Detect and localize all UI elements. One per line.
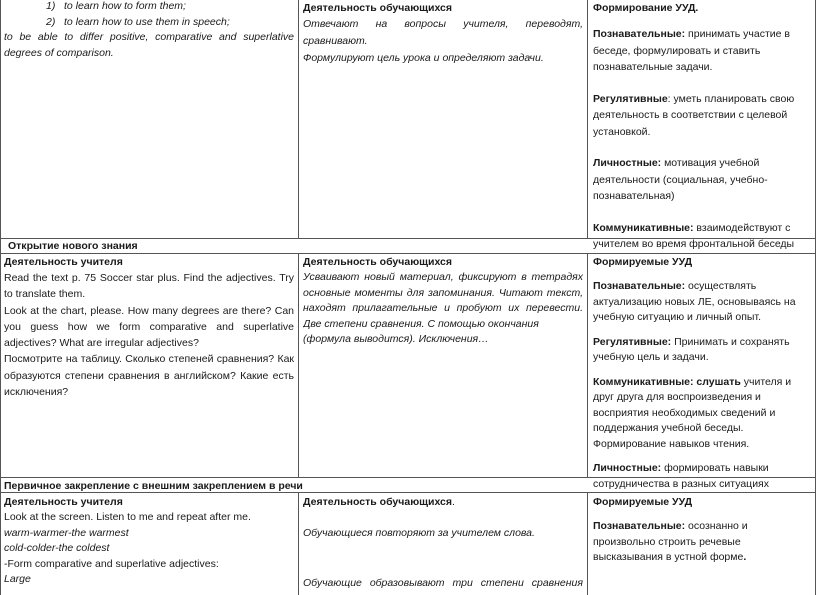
- uud-label: Познавательные:: [593, 280, 686, 292]
- column-divider-1: [298, 0, 299, 238]
- uud-text: Принимать и сохранять учебную цель и задачи.: [593, 335, 790, 363]
- goal-number: 1): [46, 0, 56, 12]
- goals-cell: [4, 0, 294, 61]
- example-adjective: Large: [4, 573, 31, 585]
- students-activity-text: Обучающиеся повторяют за учителем слова.: [303, 527, 535, 539]
- goal-text: to learn how to form them;: [64, 0, 186, 12]
- students-activity-header: [303, 495, 583, 510]
- uud-label: Коммуникативные:: [593, 221, 694, 234]
- teacher-activity-cell-2: [4, 255, 294, 400]
- example-adjective: cold-colder-the coldest: [4, 542, 110, 554]
- students-activity-cell-2: [303, 255, 583, 348]
- uud-item: [593, 26, 803, 76]
- uud-label: Личностные:: [593, 462, 662, 474]
- uud-text: мотивация учебной деятельности (социальная, учебно-познавательная): [593, 157, 768, 202]
- students-activity-cell-1: [303, 1, 583, 67]
- uud-cell-2: [593, 255, 808, 492]
- students-activity-cell-3: [303, 495, 583, 591]
- uud-label: Познавательные:: [593, 520, 686, 532]
- header-dot: .: [452, 496, 455, 508]
- uud-header: Формируемые УУД: [593, 256, 693, 268]
- teacher-activity-text: Look at the screen. Listen to me and repeat after me.: [4, 511, 251, 523]
- teacher-activity-header: Деятельность учителя: [4, 256, 123, 268]
- uud-item: [593, 335, 808, 366]
- students-activity-header-text: Деятельность обучающихся: [303, 496, 453, 508]
- teacher-activity-text: Read the text p. 75 Soccer star plus. Find the adjectives. Try to translate them.: [4, 272, 294, 301]
- uud-label: Коммуникативные: слушать: [593, 375, 741, 388]
- uud-text: осознанно и произвольно строить речевые высказывания в устной форме: [593, 520, 748, 563]
- students-activity-line: Формулируют цель урока и определяют задачи.: [303, 52, 544, 64]
- uud-header: Формируемые УУД: [593, 496, 693, 508]
- uud-text: осуществлять актуализацию новых ЛЕ, основываясь на учебную ситуацию и личный опыт.: [593, 280, 796, 323]
- students-activity-header: Деятельность обучающихся: [303, 2, 453, 14]
- uud-cell-1: [593, 1, 803, 253]
- uud-text: учителя и друг друга для воспроизведения и восприятия необходимых сведений и поддержания учебной беседы. Формирование навыков чтения.: [593, 375, 792, 450]
- uud-item: [593, 279, 808, 326]
- students-activity-line: сравнивают.: [303, 35, 368, 47]
- section-title-new-knowledge: Открытие нового знания: [8, 240, 138, 252]
- uud-item: [593, 91, 803, 141]
- students-activity-line: Отвечают на вопросы учителя, переводят,: [303, 18, 583, 30]
- students-activity-text: (формула выводится). Исключения…: [303, 333, 489, 345]
- column-divider-2b: [587, 253, 588, 477]
- uud-text: формировать навыки сотрудничества в разных ситуациях: [593, 462, 769, 490]
- uud-label: Личностные:: [593, 157, 662, 169]
- column-divider-2c: [587, 492, 588, 595]
- column-divider-2: [587, 0, 588, 238]
- example-adjective: warm-warmer-the warmest: [4, 526, 129, 539]
- column-divider-1c: [298, 492, 299, 595]
- teacher-activity-text: Посмотрите на таблицу. Сколько степеней сравнения? Как образуются степени сравнения в английском? Какие есть исключения?: [4, 353, 294, 399]
- uud-item: [593, 375, 808, 453]
- uud-text: принимать участие в беседе, формулировать и ставить познавательные задачи.: [593, 28, 790, 73]
- uud-item: [593, 155, 803, 205]
- teacher-activity-text: -Form comparative and superlative adjectives:: [4, 557, 219, 570]
- uud-label: Регулятивные: [593, 92, 668, 105]
- uud-label: Познавательные:: [593, 28, 686, 40]
- section-title-primary-consolidation: Первичное закрепление с внешним закреплением в речи: [4, 480, 303, 492]
- teacher-activity-cell-3: [4, 495, 294, 588]
- goal-item-1: [4, 0, 294, 15]
- goal-text: to learn how to use them in speech;: [64, 15, 230, 28]
- uud-text: взаимодействуют с учителем во время фронтальной беседы: [593, 221, 795, 250]
- uud-tail: .: [743, 551, 747, 563]
- uud-text: : уметь планировать свою деятельность в соответствии с целевой установкой.: [593, 92, 795, 138]
- goal-number: 2): [46, 15, 56, 28]
- uud-label: Регулятивные:: [593, 335, 672, 348]
- row-divider-2: [0, 253, 816, 254]
- students-activity-text: Усваивают новый материал, фиксируют в тетрадях основные моменты для запоминания. Читают текст, находят прилагательные и пробуют их перевести. Две степени сравнения. С помощью окончания: [303, 271, 583, 330]
- goals-list: [4, 0, 294, 30]
- students-activity-text: Обучающие образовывают три степени сравнения: [303, 576, 583, 589]
- goal-item-2: [4, 15, 294, 31]
- goal-continuation: to be able to differ positive, comparative and superlative degrees of comparison.: [4, 31, 294, 59]
- table-border-left: [0, 0, 1, 595]
- column-divider-1b: [298, 253, 299, 477]
- uud-header: Формирование УУД.: [593, 2, 699, 14]
- uud-item: [593, 519, 808, 566]
- uud-cell-3: [593, 495, 808, 566]
- teacher-activity-text: Look at the chart, please. How many degrees are there? Can you guess how we form comparative and superlative adjectives? What are irregular adjectives?: [4, 304, 294, 350]
- students-activity-header: Деятельность обучающихся: [303, 256, 453, 268]
- teacher-activity-header: Деятельность учителя: [4, 496, 123, 508]
